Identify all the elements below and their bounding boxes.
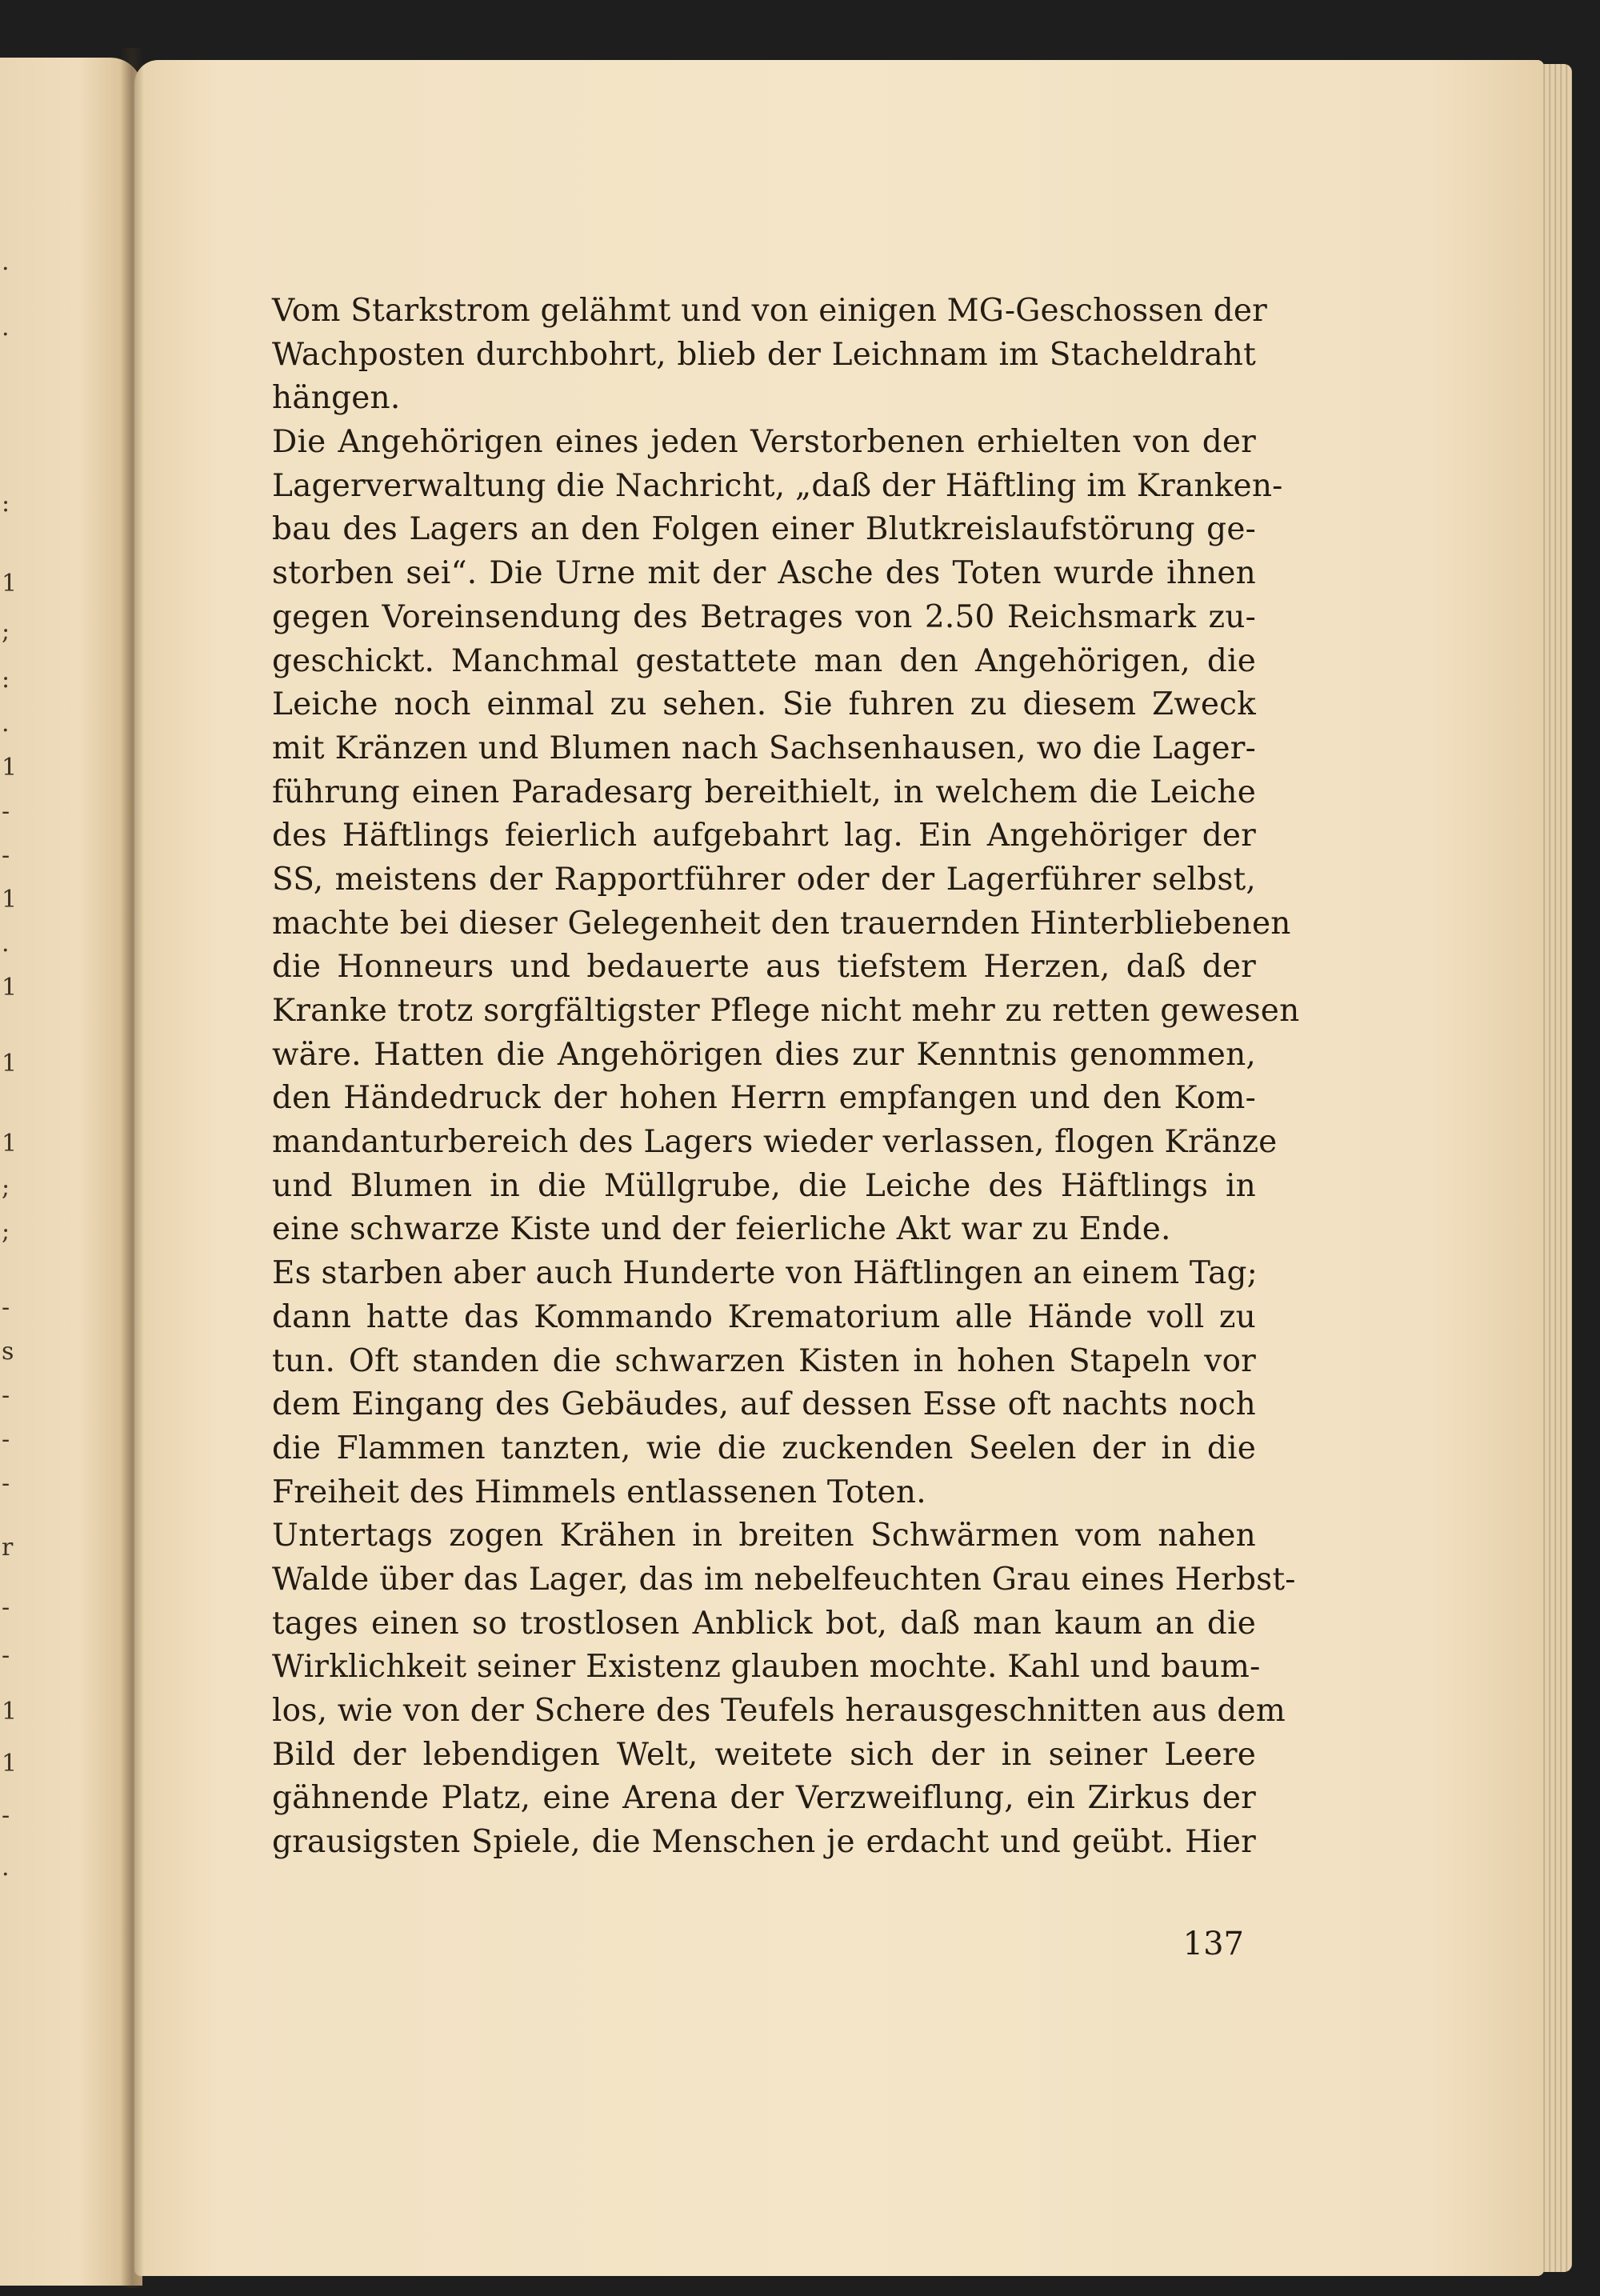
text-line: Leiche noch einmal zu sehen. Sie fuhren zu diesem Zweck — [272, 686, 1256, 723]
text-line: die Honneurs und bedauerte aus tiefstem Herzen, daß der — [272, 949, 1256, 986]
text-line: Freiheit des Himmels entlassenen Toten. — [272, 1474, 926, 1510]
body-text — [272, 290, 1300, 1865]
text-line: Die Angehörigen eines jeden Verstorbenen erhielten von der — [272, 424, 1256, 461]
text-line: SS, meistens der Rapportführer oder der Lagerführer selbst, — [272, 861, 1256, 898]
page-edges — [1540, 64, 1572, 2272]
text-line: gähnende Platz, eine Arena der Verzweiflung, ein Zirkus der — [272, 1780, 1256, 1817]
text-line: Wachposten durchbohrt, blieb der Leichnam im Stacheldraht — [272, 336, 1256, 373]
margin-glyph: - — [2, 1382, 10, 1410]
text-line: los, wie von der Schere des Teufels herausgeschnitten aus dem — [272, 1693, 1286, 1729]
margin-glyph: : — [2, 490, 10, 518]
text-line: die Flammen tanzten, wie die zuckenden Seelen der in die — [272, 1430, 1256, 1466]
text-line: mandanturbereich des Lagers wieder verlassen, flogen Kränze — [272, 1124, 1278, 1161]
text-line: Untertags zogen Krähen in breiten Schwärmen vom nahen — [272, 1518, 1256, 1554]
text-line: den Händedruck der hohen Herrn empfangen und den Kom- — [272, 1080, 1256, 1117]
margin-glyph: 1 — [2, 974, 18, 1002]
text-line: eine schwarze Kiste und der feierliche Akt war zu Ende. — [272, 1211, 1171, 1248]
margin-glyph: 1 — [2, 754, 18, 782]
text-line: Vom Starkstrom gelähmt und von einigen MG-Geschossen der — [272, 293, 1268, 329]
text-line: Walde über das Lager, das im nebelfeuchten Grau eines Herbst- — [272, 1561, 1296, 1598]
text-line: Es starben aber auch Hunderte von Häftlingen an einem Tag; — [272, 1255, 1258, 1292]
text-line: Wirklichkeit seiner Existenz glauben mochte. Kahl und baum- — [272, 1649, 1261, 1686]
text-line: und Blumen in die Müllgrube, die Leiche des Häftlings in — [272, 1167, 1256, 1204]
margin-glyph: 1 — [2, 1698, 18, 1726]
text-line: tages einen so trostlosen Anblick bot, daß man kaum an die — [272, 1605, 1256, 1642]
text-line: dann hatte das Kommando Krematorium alle Hände voll zu — [272, 1298, 1256, 1335]
margin-glyph: 1 — [2, 1050, 18, 1078]
text-line: bau des Lagers an den Folgen einer Blutkreislaufstörung ge- — [272, 511, 1256, 548]
margin-glyph: 1 — [2, 570, 18, 598]
book-gutter — [120, 48, 144, 2288]
margin-glyph: ; — [2, 1218, 10, 1246]
text-line: machte bei dieser Gelegenheit den trauernden Hinterbliebenen — [272, 905, 1291, 942]
text-line: gegen Voreinsendung des Betrages von 2.50 Reichsmark zu- — [272, 598, 1256, 635]
text-line: wäre. Hatten die Angehörigen dies zur Kenntnis genommen, — [272, 1036, 1256, 1073]
margin-glyph: . — [2, 1854, 10, 1882]
margin-glyph: - — [2, 1594, 10, 1622]
text-line: des Häftlings feierlich aufgebahrt lag. Ein Angehöriger der — [272, 818, 1256, 854]
page-number: 137 — [1182, 1926, 1244, 1962]
margin-glyph: - — [2, 842, 10, 870]
text-line: dem Eingang des Gebäudes, auf dessen Esse oft nachts noch — [272, 1386, 1256, 1423]
text-line: tun. Oft standen die schwarzen Kisten in hohen Stapeln vor — [272, 1342, 1256, 1379]
text-line: Lagerverwaltung die Nachricht, „daß der Häftling im Kranken- — [272, 467, 1283, 504]
margin-glyph: - — [2, 1470, 10, 1498]
margin-glyph: . — [2, 314, 10, 342]
margin-glyph: s — [2, 1338, 14, 1366]
margin-glyph: - — [2, 798, 10, 826]
text-line: grausigsten Spiele, die Menschen je erdacht und geübt. Hier — [272, 1824, 1256, 1861]
margin-glyph: . — [2, 710, 10, 738]
margin-glyph: - — [2, 1426, 10, 1454]
margin-glyph: ; — [2, 1174, 10, 1202]
margin-glyph: r — [2, 1534, 14, 1562]
margin-glyph: 1 — [2, 1750, 18, 1778]
text-line: geschickt. Manchmal gestattete man den Angehörigen, die — [272, 642, 1256, 679]
text-line: Bild der lebendigen Welt, weitete sich der in seiner Leere — [272, 1736, 1256, 1773]
margin-glyph: . — [2, 248, 10, 276]
margin-glyph: - — [2, 1642, 10, 1670]
margin-glyph: ; — [2, 618, 10, 646]
text-line: führung einen Paradesarg bereithielt, in welchem die Leiche — [272, 774, 1256, 810]
text-line: storben sei“. Die Urne mit der Asche des Toten wurde ihnen — [272, 555, 1256, 592]
margin-glyph: 1 — [2, 1130, 18, 1158]
text-line: mit Kränzen und Blumen nach Sachsenhausen, wo die Lager- — [272, 730, 1256, 766]
margin-glyph: 1 — [2, 886, 18, 914]
margin-glyph: - — [2, 1802, 10, 1830]
text-line: hängen. — [272, 380, 401, 417]
margin-glyph: - — [2, 1294, 10, 1322]
margin-glyph: : — [2, 666, 10, 694]
text-line: Kranke trotz sorgfältigster Pflege nicht mehr zu retten gewesen — [272, 993, 1300, 1029]
margin-glyph: . — [2, 930, 10, 958]
